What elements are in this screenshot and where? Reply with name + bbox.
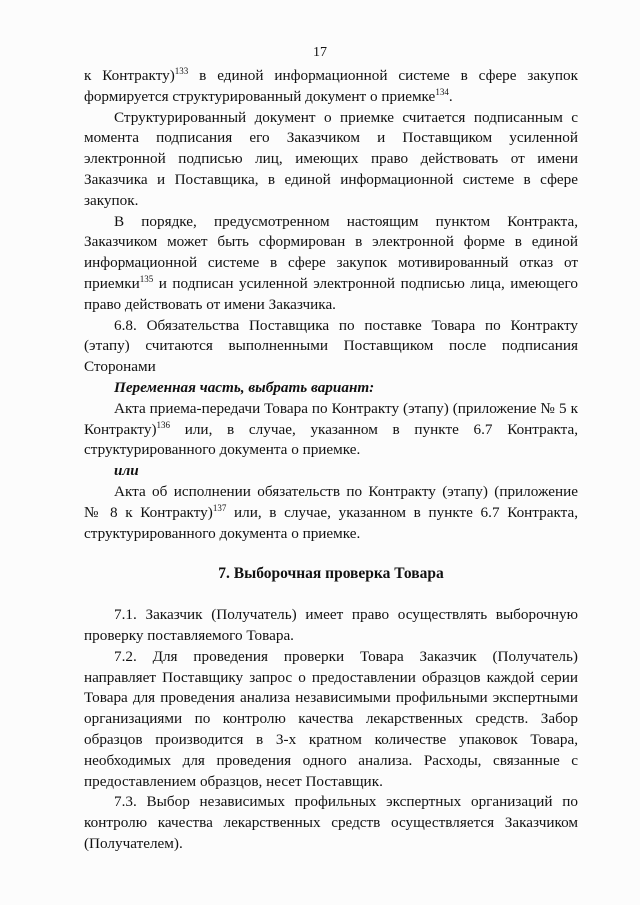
paragraph-variant-2 [84, 482, 578, 544]
or-label: или [114, 462, 139, 480]
text-run: или, в случае, указанном в пункте 6.7 Контракта, структурированного документа о приемке. [84, 503, 578, 542]
section-heading: 7. Выборочная проверка Товара [218, 565, 444, 583]
paragraph-6-8: 6.8. Обязательства Поставщика по поставке Товара по Контракту (этапу) считаются выполненными Поставщиком после подписания Сторонами [84, 316, 578, 376]
paragraph-variant-1 [84, 399, 578, 461]
footnote-ref: 136 [156, 419, 171, 430]
text-run: или, в случае, указанном в пункте 6.7 Контракта, структурированного документа о приемке. [84, 420, 578, 459]
paragraph-7-3: 7.3. Выбор независимых профильных экспертных организаций по контролю качества лекарственных средств осуществляется Заказчиком (Получателем). [84, 793, 578, 852]
text-run: в единой информационной системе в сфере закупок формируется структурированный документ о приемке [84, 67, 578, 105]
footnote-ref: 137 [212, 502, 227, 513]
text-run: Акта об исполнении обязательств по Контракту (этапу) (приложение № 8 к Контракту) [84, 482, 578, 521]
footnote-ref: 134 [435, 86, 449, 97]
paragraph-7-1: 7.1. Заказчик (Получатель) имеет право осуществлять выборочную проверку поставляемого Товара. [84, 606, 578, 644]
paragraph-7-2: 7.2. Для проведения проверки Товара Заказчик (Получатель) направляет Поставщику запрос о предоставлении образцов каждой серии Товара для проведения анализа независимыми профильными экспертными организациями по контролю качества лекарственных средств. Забор образцов производится в 3-х кратном количестве упаковок Товара, необходимых для проведения одного анализа. Расходы, связанные с предоставлением образцов, несет Поставщик. [84, 647, 578, 790]
footnote-ref: 135 [139, 273, 154, 284]
text-run: и подписан усиленной электронной подписью лица, имеющего право действовать от имени Заказчика. [84, 274, 578, 313]
paragraph-signed-document: Структурированный документ о приемке считается подписанным с момента подписания его Заказчиком и Поставщиком усиленной электронной подписью лиц, имеющих право действовать от имени Заказчика и Поставщика, в единой информационной системе в сфере закупок. [84, 108, 578, 209]
text-run: Акта приема-передачи Товара по Контракту (этапу) (приложение № 5 к Контракту) [84, 399, 578, 438]
variable-part-label: Переменная часть, выбрать вариант: [114, 378, 375, 396]
text-run: В порядке, предусмотренном настоящим пунктом Контракта, Заказчиком может быть сформирован в электронной форме в единой информационной системе в сфере закупок мотивированный отказ от приемки [84, 212, 578, 292]
page-number: 17 [313, 45, 327, 60]
paragraph-refusal [84, 212, 578, 316]
text-run: к Контракту) [84, 67, 175, 84]
document-body [84, 66, 578, 855]
text-run: . [448, 87, 453, 105]
footnote-ref: 133 [174, 66, 189, 76]
paragraph-acceptance-document [84, 66, 578, 108]
